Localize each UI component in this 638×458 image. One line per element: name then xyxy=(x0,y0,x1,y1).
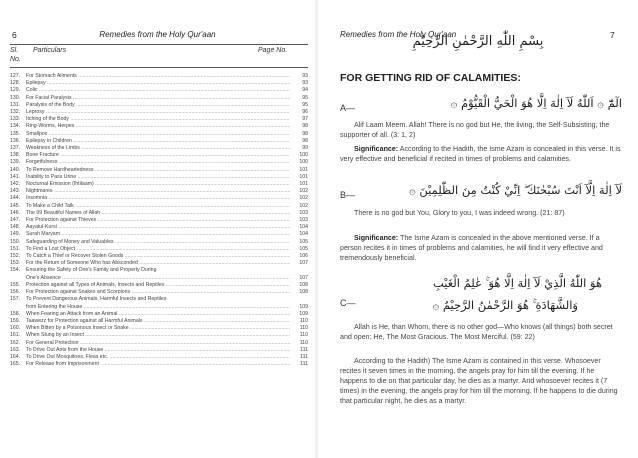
verse-b-label: B— xyxy=(340,190,356,200)
table-row xyxy=(10,340,308,347)
table-row xyxy=(10,296,308,303)
row-number: 136. xyxy=(10,137,21,144)
table-row xyxy=(10,361,308,368)
verse-a-translation: Alif Laam Meem. Allah! There is no god but He, the living, the Self-Subsisting, the supporter of all. (3: 1, 2) xyxy=(340,121,610,139)
row-page: 109 xyxy=(299,310,308,317)
row-page: 109 xyxy=(299,303,308,310)
row-page: 101 xyxy=(299,181,308,188)
row-number: 145. xyxy=(10,202,21,209)
row-page: 110 xyxy=(299,325,308,332)
row-number: 158. xyxy=(10,310,21,317)
row-number: 129. xyxy=(10,87,21,94)
row-title: Inability to Pass Urine ..... xyxy=(26,174,290,181)
table-row xyxy=(10,167,308,174)
row-number: 135. xyxy=(10,130,21,137)
verse-b-arabic: لَآ اِلٰهَ اِلَّآ اَنْتَ سُبْحٰنَكَ ۖ اِنِّيْ كُنْتُ مِنَ الظّٰلِمِيْنَ ۞ xyxy=(408,183,622,197)
row-number: 132. xyxy=(10,109,21,116)
row-page: 103 xyxy=(299,217,308,224)
row-page: 111 xyxy=(300,361,308,368)
row-title: To Catch a Thief or Recover Stolen Goods ..... xyxy=(26,253,290,260)
verse-a-significance xyxy=(340,144,622,164)
verse-c-translation: Allah is He, than Whom, there is no other god—Who knows (all things) both secret and open; He, The Most Gracious. The Most Merciful. (59: 22) xyxy=(340,323,613,341)
row-page: 102 xyxy=(299,202,308,209)
row-title: Nightmares ..... xyxy=(26,188,290,195)
table-row xyxy=(10,109,308,116)
row-number: 143. xyxy=(10,188,21,195)
row-page: 95 xyxy=(302,94,308,101)
row-page: 94 xyxy=(302,87,308,94)
significance-text: According to the Hadith, the Isme Azam is concealed in this verse. It is very effective and beneficial if recited in times of problems and calamities. xyxy=(340,145,621,163)
running-title: Remedies from the Holy Qur'aan xyxy=(99,30,216,39)
row-page: 107 xyxy=(299,274,308,281)
row-title: When Stung by an Insect ..... xyxy=(26,332,290,339)
row-title: One's Absence ..... xyxy=(26,275,290,282)
row-number: 157. xyxy=(10,296,21,303)
row-title: Epilepsy ..... xyxy=(26,80,290,87)
table-row xyxy=(10,318,308,325)
verse-a-arabic: الٓمّٓ ۞ اَللّٰهُ لَآ اِلٰهَ اِلَّا هُوَ الْحَيُّ الْقَيُّوْمُ ۞ xyxy=(450,96,622,110)
table-row xyxy=(10,195,308,202)
row-title: Ensuring the Safety of One's Family and Property During xyxy=(26,267,157,274)
running-title: Remedies from the Holy Qur'aan xyxy=(340,30,457,39)
section-heading: FOR GETTING RID OF CALAMITIES: xyxy=(340,72,521,84)
row-title: Weakness of the Limbs ..... xyxy=(26,145,290,152)
bismillah-arabic: بِسْمِ اللّٰهِ الرَّحْمٰنِ الرَّحِيْمِ xyxy=(412,34,544,49)
row-number: 162. xyxy=(10,339,21,346)
row-number: 159. xyxy=(10,317,21,324)
row-page: 107 xyxy=(299,260,308,267)
table-row xyxy=(10,325,308,332)
table-row xyxy=(10,80,308,87)
row-page: 111 xyxy=(300,353,308,360)
row-page: 103 xyxy=(299,209,308,216)
table-row xyxy=(10,282,308,289)
row-title: For Facial Paralysis ..... xyxy=(26,95,290,102)
row-title: Nocturnal Emission (Ihtilaam) ..... xyxy=(26,181,290,188)
table-row xyxy=(10,267,308,274)
row-number: 155. xyxy=(10,281,21,288)
verse-c-arabic-line1: هُوَ اللّٰهُ الَّذِيْ لَآ اِلٰهَ اِلَّا هُوَ ۚ عٰلِمُ الْغَيْبِ xyxy=(432,276,602,290)
right-page xyxy=(318,0,638,458)
row-page: 97 xyxy=(302,116,308,123)
row-page: 106 xyxy=(299,253,308,260)
significance-label: Significance: xyxy=(354,234,399,242)
table-row xyxy=(10,354,308,361)
table-row xyxy=(10,311,308,318)
row-page: 108 xyxy=(299,281,308,288)
row-title: Bone Fracture ..... xyxy=(26,152,290,159)
row-number: 128. xyxy=(10,80,21,87)
verse-c-label: C— xyxy=(340,298,356,308)
table-row xyxy=(10,174,308,181)
row-number: 149. xyxy=(10,231,21,238)
table-row xyxy=(10,239,308,246)
row-page: 102 xyxy=(299,195,308,202)
column-particulars: Particulars xyxy=(33,47,67,54)
row-page: 104 xyxy=(299,224,308,231)
table-row xyxy=(10,231,308,238)
column-sl: Sl. xyxy=(10,47,19,54)
row-number: 142. xyxy=(10,181,21,188)
row-number: 131. xyxy=(10,101,21,108)
row-number: 156. xyxy=(10,289,21,296)
table-row xyxy=(10,87,308,94)
row-title: Ring-Worms, Herpes ..... xyxy=(26,123,290,130)
row-page: 100 xyxy=(299,152,308,159)
row-number: 140. xyxy=(10,166,21,173)
table-row xyxy=(10,260,308,267)
table-row xyxy=(10,123,308,130)
row-page: 102 xyxy=(299,188,308,195)
row-number: 134. xyxy=(10,123,21,130)
row-title: Taawezz for Protection against all Harmful Animals ..... xyxy=(26,318,290,325)
table-row xyxy=(10,102,308,109)
table-top-rule xyxy=(10,44,308,45)
row-title: Smallpox ..... xyxy=(26,131,290,138)
column-no: No. xyxy=(10,56,21,63)
row-number: 150. xyxy=(10,238,21,245)
row-number: 138. xyxy=(10,152,21,159)
verse-b-translation: There is no god but You, Glory to you, I was indeed wrong. (21: 87) xyxy=(354,209,565,217)
row-number: 154. xyxy=(10,267,21,274)
row-title: To Make a Child Talk ..... xyxy=(26,203,290,210)
table-row xyxy=(10,131,308,138)
row-page: 95 xyxy=(302,101,308,108)
row-number: 147. xyxy=(10,217,21,224)
table-row xyxy=(10,138,308,145)
row-title: For the Return of Someone Who has Absconded ..... xyxy=(26,260,290,267)
row-number: 164. xyxy=(10,353,21,360)
row-page: 98 xyxy=(302,123,308,130)
row-title: Safeguarding of Money and Valuables ..... xyxy=(26,239,290,246)
row-number: 161. xyxy=(10,332,21,339)
row-title: To Drive Out Mosquitoes, Fleas etc. ..... xyxy=(26,354,290,361)
row-page: 98 xyxy=(302,137,308,144)
row-title: Epilepsy in Children ..... xyxy=(26,138,290,145)
row-number: 165. xyxy=(10,361,21,368)
page-number: 6 xyxy=(12,30,17,40)
table-row xyxy=(10,188,308,195)
row-page: 105 xyxy=(299,245,308,252)
row-number: 146. xyxy=(10,209,21,216)
row-title: Protection against all Types of Animals, Insects and Reptiles ..... xyxy=(26,282,290,289)
row-number: 139. xyxy=(10,159,21,166)
table-row xyxy=(10,210,308,217)
row-number: 151. xyxy=(10,245,21,252)
verse-a-label: A— xyxy=(340,103,356,113)
row-number: 141. xyxy=(10,173,21,180)
row-title: To Remove Hardheartedness ..... xyxy=(26,167,290,174)
row-page: 101 xyxy=(299,173,308,180)
row-page: 105 xyxy=(299,238,308,245)
row-title: To Find a Lost Object ..... xyxy=(26,246,290,253)
row-number: 163. xyxy=(10,346,21,353)
row-title: When Bitten by a Poisonous Insect or Snake ..... xyxy=(26,325,290,332)
table-row xyxy=(10,332,308,339)
row-number: 160. xyxy=(10,325,21,332)
table-row xyxy=(10,253,308,260)
table-row xyxy=(10,116,308,123)
row-page: 104 xyxy=(299,231,308,238)
table-row xyxy=(10,224,308,231)
table-row xyxy=(10,145,308,152)
table-row xyxy=(10,347,308,354)
row-page: 93 xyxy=(302,73,308,79)
verse-c-text: According to the Hadith) The Isme Azam is contained in this verse. Whosoever recites it seven times in the morning, the angels pray for him till the evening. If he happens to die on that particular day, he dies as a martyr. And whosoever recites it (7 times) in the evening, the angels pray for him till the morning. If he happens to die during that particular night, he dies as a martyr. xyxy=(340,357,618,405)
left-page xyxy=(0,0,315,458)
verse-b-significance xyxy=(340,233,622,263)
row-title: To Drive Out Ants from the House ..... xyxy=(26,347,290,354)
table-row xyxy=(10,275,308,282)
verse-c-arabic-line2: وَالشَّهَادَةِ ۚ هُوَ الرَّحْمٰنُ الرَّحِيْمُ ۞ xyxy=(432,298,578,312)
row-title: Itching of the Body ..... xyxy=(26,116,290,123)
row-page: 110 xyxy=(299,339,308,346)
row-page: 108 xyxy=(299,289,308,296)
row-page: 98 xyxy=(302,130,308,137)
table-row xyxy=(10,217,308,224)
row-title: Aayatul-Kursi ..... xyxy=(26,224,290,231)
row-number: 144. xyxy=(10,195,21,202)
row-title: For General Protection ..... xyxy=(26,340,290,347)
row-number: 127. xyxy=(10,73,21,79)
table-row xyxy=(10,246,308,253)
row-title: Forgetfulness ..... xyxy=(26,159,290,166)
row-title: When Fearing an Attack from an Animal ..... xyxy=(26,311,290,318)
row-page: 96 xyxy=(302,109,308,116)
table-row xyxy=(10,203,308,210)
table-header-rule xyxy=(10,67,308,68)
significance-text: The Isme Azam is concealed in the above mentioned verse. If a person recites it in times of problems and calamities, he will find it very effective and tremendously beneficial. xyxy=(340,234,603,262)
row-number: 133. xyxy=(10,116,21,123)
row-title: Paralysis of the Body ..... xyxy=(26,102,290,109)
row-title: Insomnia ..... xyxy=(26,195,290,202)
row-number: 137. xyxy=(10,145,21,152)
row-title: from Entering the House ..... xyxy=(26,304,290,311)
row-number: 153. xyxy=(10,260,21,267)
table-row xyxy=(10,289,308,296)
row-title: Colic ..... xyxy=(26,87,290,94)
column-page-no: Page No. xyxy=(258,47,288,54)
significance-label: Significance: xyxy=(354,145,399,153)
table-row xyxy=(10,152,308,159)
page-number: 7 xyxy=(610,30,615,40)
row-page: 101 xyxy=(299,166,308,173)
row-page: 93 xyxy=(302,80,308,87)
table-row xyxy=(10,73,308,80)
table-row xyxy=(10,95,308,102)
row-page: 99 xyxy=(302,145,308,152)
row-title: For Protection against Thieves ..... xyxy=(26,217,290,224)
table-row xyxy=(10,181,308,188)
row-title: The 99 Beautiful Names of Allah ..... xyxy=(26,210,290,217)
row-title: For Protection against Snakes and Scorpions ..... xyxy=(26,289,290,296)
row-page: 100 xyxy=(299,159,308,166)
row-page: 110 xyxy=(299,332,308,339)
row-title: To Prevent Dangerous Animals, Harmful Insects and Reptiles xyxy=(26,296,167,303)
row-title: For Stomach Ailments ..... xyxy=(26,73,290,80)
row-number: 130. xyxy=(10,94,21,101)
table-row xyxy=(10,304,308,311)
row-page: 110 xyxy=(299,317,308,324)
row-title: Leprosy ..... xyxy=(26,109,290,116)
row-page: 111 xyxy=(300,346,308,353)
row-number: 148. xyxy=(10,224,21,231)
row-title: For Release from Imprisonment ..... xyxy=(26,361,290,368)
contents-table xyxy=(10,73,308,368)
row-number: 152. xyxy=(10,253,21,260)
table-row xyxy=(10,159,308,166)
row-title: Surah Maryam ..... xyxy=(26,231,290,238)
